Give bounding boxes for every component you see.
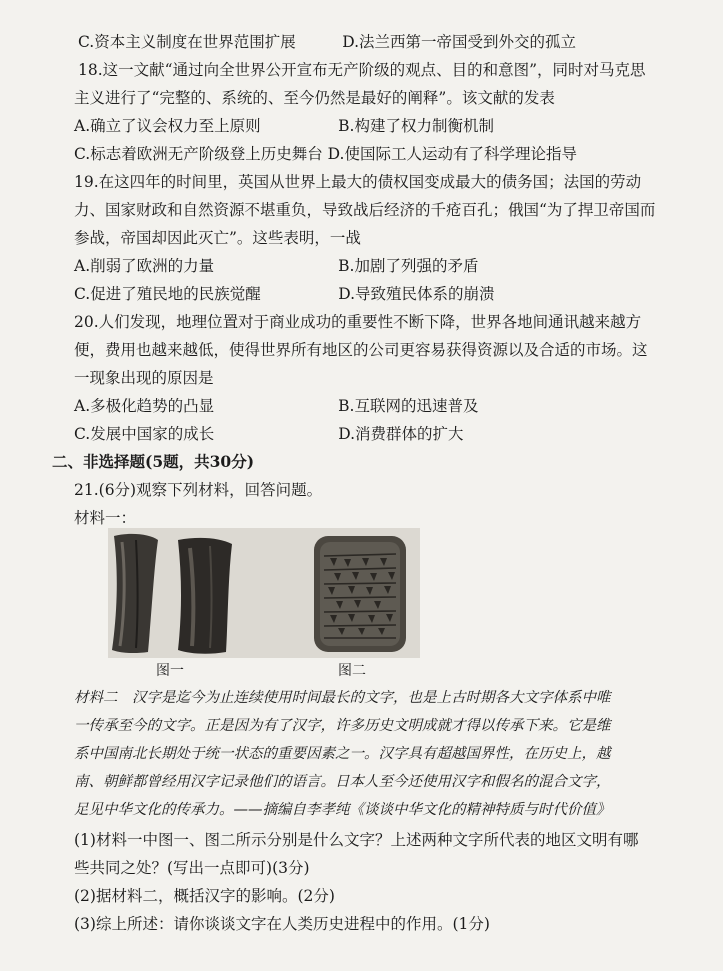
material1-label: 材料一： — [74, 509, 137, 527]
q20-stem-line1: 20.人们发现，地理位置对于商业成功的重要性不断下降，世界各地间通讯越来越方 — [74, 313, 642, 331]
material2-line3: 系中国南北长期处于统一状态的重要因素之一。汉字具有超越国界性，在历史上，越 — [74, 746, 611, 762]
q21-sub3: (3)综上所述：请你谈谈文字在人类历史进程中的作用。(1分) — [74, 915, 490, 933]
figure2-caption: 图二 — [338, 663, 366, 679]
q21-sub1-line1: (1)材料一中图一、图二所示分别是什么文字？上述两种文字所代表的地区文明有哪 — [74, 831, 639, 849]
q21-sub1-line2: 些共同之处？(写出一点即可)(3分) — [74, 859, 310, 877]
q20-options-cd: C.发展中国家的成长 D.消费群体的扩大 — [74, 425, 464, 443]
q21-sub2: (2)据材料二，概括汉字的影响。(2分) — [74, 887, 335, 905]
cuneiform-tablet — [314, 536, 406, 652]
material1-photo — [108, 528, 420, 658]
section-heading: 二、非选择题(5题，共30分) — [52, 452, 255, 471]
q17-options-cd: C.资本主义制度在世界范围扩展 D.法兰西第一帝国受到外交的孤立 — [78, 33, 577, 51]
q18-stem-line2: 主义进行了“完整的、系统的、至今仍然是最好的阐释”。该文献的发表 — [74, 89, 555, 107]
material2-line2: 一传承至今的文字。正是因为有了汉字，许多历史文明成就才得以传承下来。它是维 — [74, 718, 611, 734]
material2-line1: 材料二 汉字是迄今为止连续使用时间最长的文字，也是上古时期各大文字体系中唯 — [74, 690, 611, 706]
q19-stem-line1: 19.在这四年的时间里，英国从世界上最大的债权国变成最大的债务国；法国的劳动 — [74, 173, 642, 191]
q18-options-ab: A.确立了议会权力至上原则 B.构建了权力制衡机制 — [74, 117, 494, 135]
q19-options-ab: A.削弱了欧洲的力量 B.加剧了列强的矛盾 — [74, 257, 479, 275]
q18-options-cd: C.标志着欧洲无产阶级登上历史舞台 D.使国际工人运动有了科学理论指导 — [74, 145, 577, 163]
q19-stem-line2: 力、国家财政和自然资源不堪重负，导致战后经济的千疮百孔；俄国“为了捍卫帝国而 — [74, 201, 656, 219]
material2-line4: 南、朝鲜都曾经用汉字记录他们的语言。日本人至今还使用汉字和假名的混合文字， — [74, 774, 611, 790]
figure1-caption: 图一 — [156, 663, 184, 679]
q21-stem: 21.(6分)观察下列材料，回答问题。 — [74, 481, 323, 499]
q19-stem-line3: 参战，帝国却因此灭亡”。这些表明，一战 — [74, 229, 361, 247]
q20-stem-line3: 一现象出现的原因是 — [74, 369, 214, 387]
q20-stem-line2: 便，费用也越来越低，使得世界所有地区的公司更容易获得资源以及合适的市场。这 — [74, 341, 648, 359]
material2-line5: 足见中华文化的传承力。——摘编自李孝纯《谈谈中华文化的精神特质与时代价值》 — [74, 802, 611, 818]
q20-options-ab: A.多极化趋势的凸显 B.互联网的迅速普及 — [74, 397, 479, 415]
q18-stem-line1: 18.这一文献“通过向全世界公开宣布无产阶级的观点、目的和意图”，同时对马克思 — [78, 61, 646, 79]
q19-options-cd: C.促进了殖民地的民族觉醒 D.导致殖民体系的崩溃 — [74, 285, 495, 303]
oracle-bone-fragment-right — [178, 538, 232, 654]
